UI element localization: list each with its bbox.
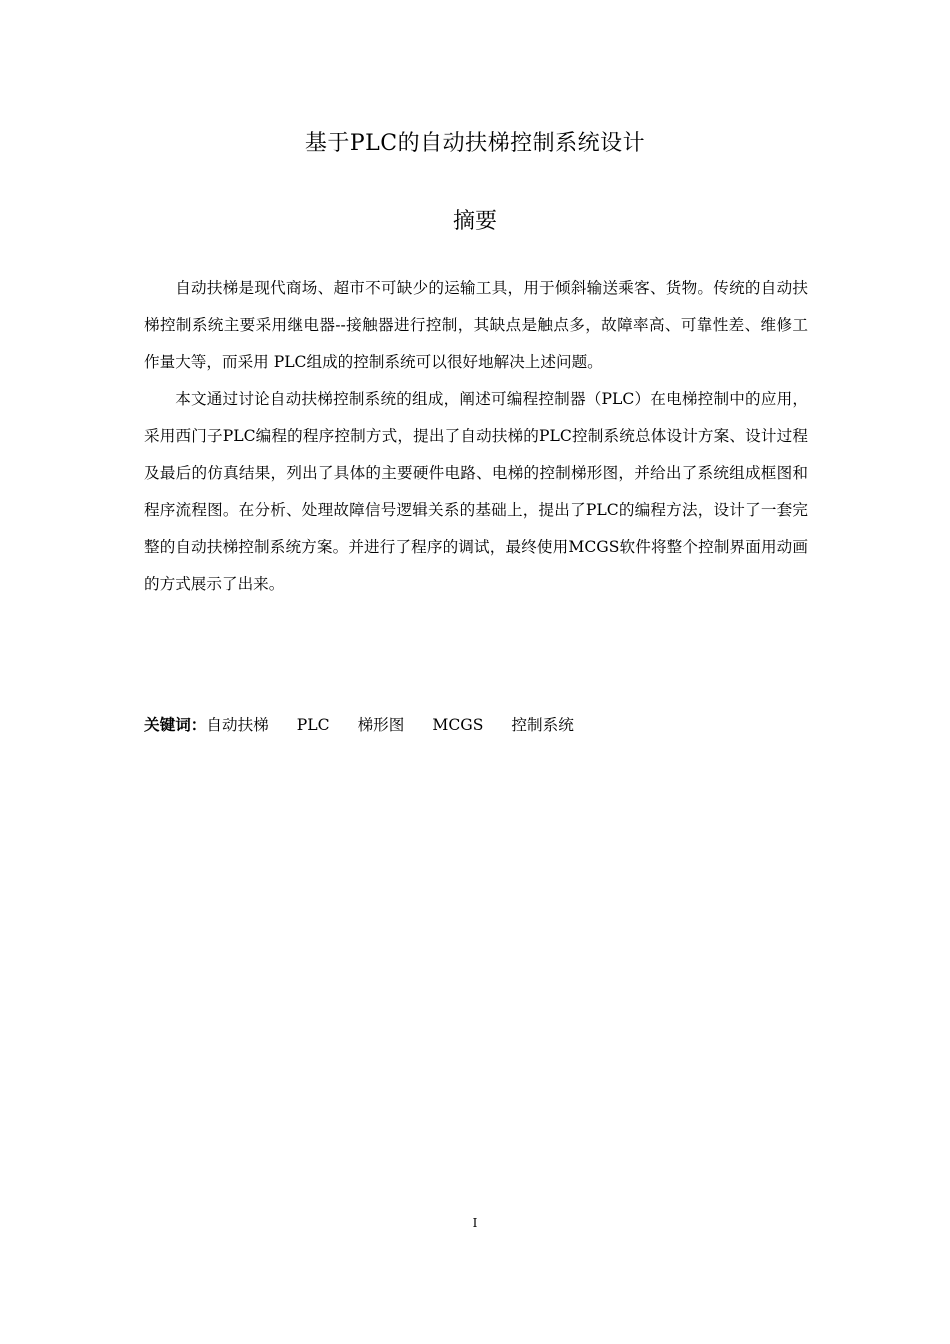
keywords-label: 关键词：	[144, 716, 207, 734]
keyword: 自动扶梯	[206, 716, 269, 734]
abstract-body	[144, 270, 808, 603]
keywords-line	[144, 710, 808, 740]
keyword: MCGS	[432, 716, 484, 734]
keyword: 梯形图	[357, 716, 405, 734]
keyword: 控制系统	[511, 716, 574, 734]
abstract-heading: 摘要	[452, 209, 497, 234]
document-title: 基于PLC的自动扶梯控制系统设计	[304, 131, 646, 156]
abstract-paragraph: 自动扶梯是现代商场、超市不可缺少的运输工具，用于倾斜输送乘客、货物。传统的自动扶梯控制系统主要采用继电器--接触器进行控制，其缺点是触点多，故障率高、可靠性差、维修工作量大等，而采用 PLC组成的控制系统可以很好地解决上述问题。	[144, 279, 808, 371]
abstract-paragraph: 本文通过讨论自动扶梯控制系统的组成，阐述可编程控制器（PLC）在电梯控制中的应用，采用西门子PLC编程的程序控制方式，提出了自动扶梯的PLC控制系统总体设计方案、设计过程及最后的仿真结果，列出了具体的主要硬件电路、电梯的控制梯形图，并给出了系统组成框图和程序流程图。在分析、处理故障信号逻辑关系的基础上，提出了PLC的编程方法，设计了一套完整的自动扶梯控制系统方案。并进行了程序的调试，最终使用MCGS软件将整个控制界面用动画的方式展示了出来。	[144, 390, 808, 593]
keyword: PLC	[296, 716, 330, 734]
page-number: I	[472, 1216, 478, 1230]
